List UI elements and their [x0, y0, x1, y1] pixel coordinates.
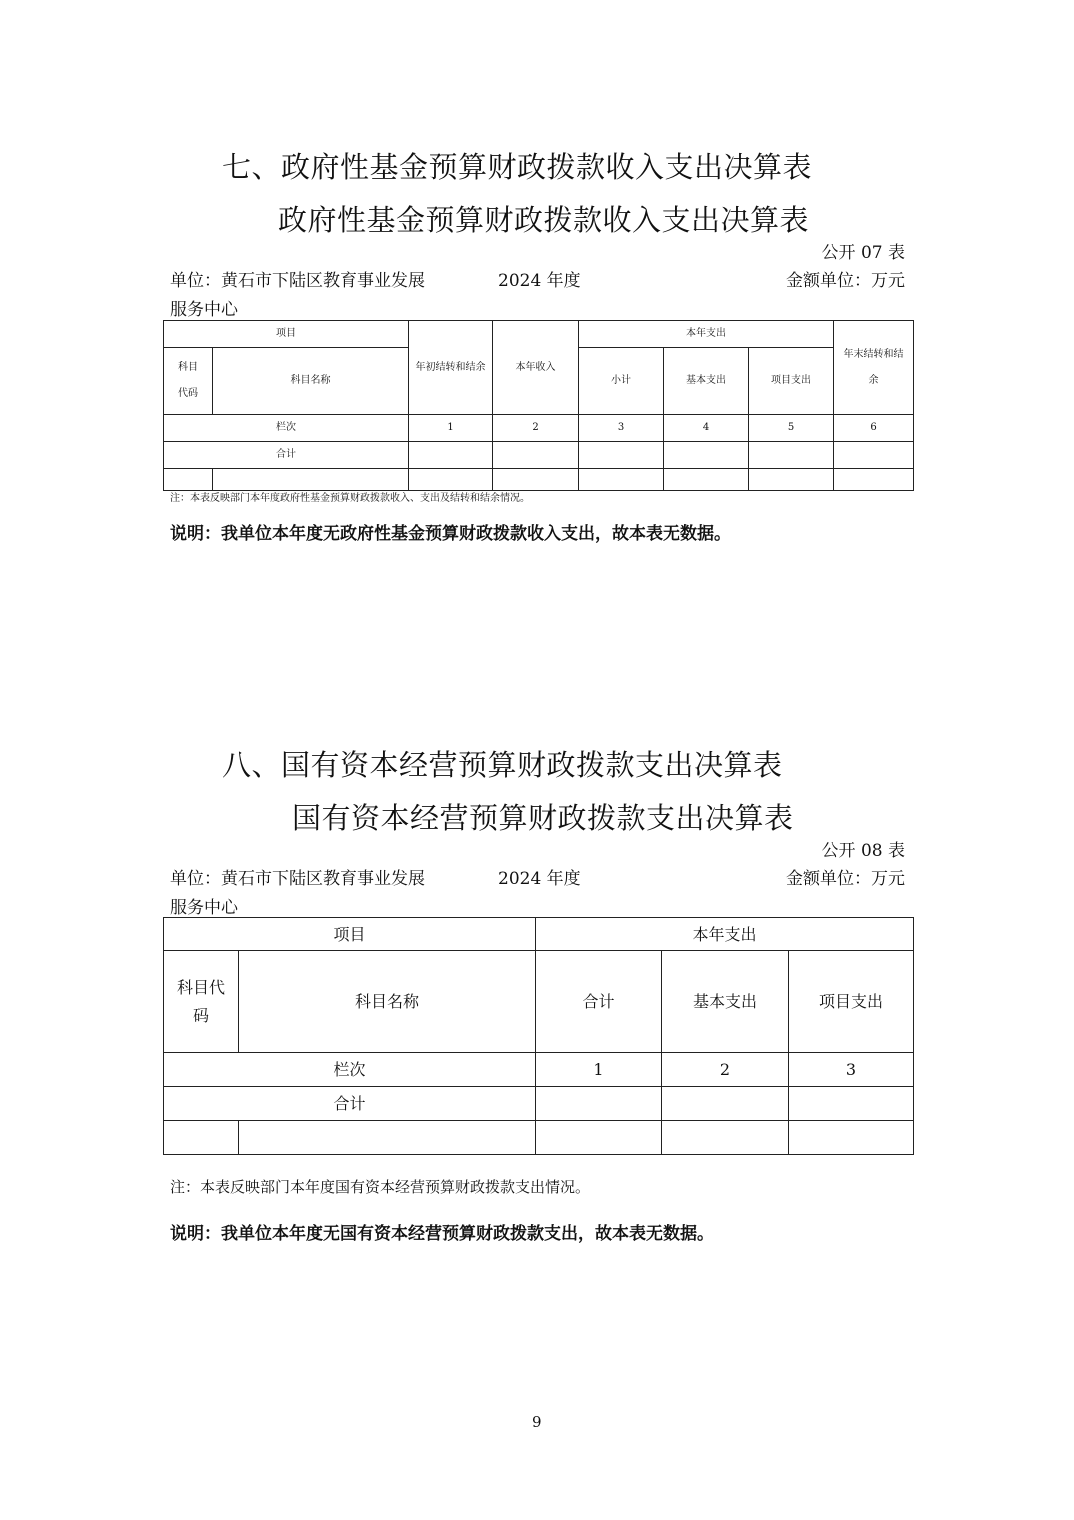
s7-empty-cell	[664, 469, 749, 491]
section8-year: 2024 年度	[498, 869, 581, 889]
s8-name-header: 科目名称	[239, 951, 536, 1053]
section7-heading: 七、政府性基金预算财政拨款收入支出决算表	[222, 150, 813, 184]
section8-title: 国有资本经营预算财政拨款支出决算表	[292, 801, 794, 835]
section7-explanation: 说明：我单位本年度无政府性基金预算财政拨款收入支出，故本表无数据。	[170, 524, 731, 544]
section8-unit-cont: 服务中心	[170, 898, 238, 918]
section7-table-no: 公开 07 表	[821, 243, 905, 263]
s8-total-cell	[662, 1087, 789, 1121]
s8-empty-cell	[662, 1121, 789, 1155]
s7-empty-cell	[213, 469, 409, 491]
s7-col-num: 4	[664, 415, 749, 442]
s8-expenditure-header: 本年支出	[536, 918, 914, 951]
s8-col-num: 2	[662, 1053, 789, 1087]
section7-table	[163, 320, 914, 491]
s8-empty-cell	[239, 1121, 536, 1155]
s7-name-header: 科目名称	[213, 348, 409, 415]
s7-subtotal-header: 小计	[579, 348, 664, 415]
section8-table	[163, 917, 914, 1155]
section7-amount-unit: 金额单位：万元	[786, 271, 905, 291]
section8-table-no: 公开 08 表	[821, 841, 905, 861]
s7-total-cell	[834, 442, 914, 469]
section8-note: 注：本表反映部门本年度国有资本经营预算财政拨款支出情况。	[170, 1178, 591, 1196]
section7-unit: 单位：黄石市下陆区教育事业发展	[170, 271, 425, 291]
s8-col-num: 3	[789, 1053, 914, 1087]
s7-closing-balance-header: 年末结转和结余	[834, 321, 914, 415]
s7-income-header: 本年收入	[493, 321, 579, 415]
s7-basic-header: 基本支出	[664, 348, 749, 415]
s8-col-num: 1	[536, 1053, 662, 1087]
s8-total-cell	[789, 1087, 914, 1121]
s7-total-cell	[579, 442, 664, 469]
section7-year: 2024 年度	[498, 271, 581, 291]
s7-total-label: 合计	[164, 442, 409, 469]
section8-explanation: 说明：我单位本年度无国有资本经营预算财政拨款支出，故本表无数据。	[170, 1224, 714, 1244]
s7-opening-balance-header: 年初结转和结余	[409, 321, 493, 415]
s8-empty-cell	[164, 1121, 239, 1155]
s7-total-cell	[409, 442, 493, 469]
s7-total-cell	[664, 442, 749, 469]
section8-amount-unit: 金额单位：万元	[786, 869, 905, 889]
s7-code-header: 科目代码	[164, 348, 213, 415]
s7-col-num: 3	[579, 415, 664, 442]
section7-note: 注：本表反映部门本年度政府性基金预算财政拨款收入、支出及结转和结余情况。	[170, 493, 530, 504]
s7-project-header: 项目支出	[749, 348, 834, 415]
s8-code-header: 科目代码	[164, 951, 239, 1053]
section8-unit: 单位：黄石市下陆区教育事业发展	[170, 869, 425, 889]
s8-empty-cell	[789, 1121, 914, 1155]
s7-col-num: 1	[409, 415, 493, 442]
s7-empty-cell	[164, 469, 213, 491]
s7-total-cell	[493, 442, 579, 469]
s7-empty-cell	[409, 469, 493, 491]
s8-total-label: 合计	[164, 1087, 536, 1121]
section7-unit-cont: 服务中心	[170, 300, 238, 320]
section7-title: 政府性基金预算财政拨款收入支出决算表	[278, 203, 810, 237]
s7-total-cell	[749, 442, 834, 469]
s8-row-label: 栏次	[164, 1053, 536, 1087]
s8-total-header: 合计	[536, 951, 662, 1053]
s8-project-header: 项目支出	[789, 951, 914, 1053]
s7-empty-cell	[749, 469, 834, 491]
s8-item-header: 项目	[164, 918, 536, 951]
s8-basic-header: 基本支出	[662, 951, 789, 1053]
s7-col-num: 6	[834, 415, 914, 442]
s7-row-label: 栏次	[164, 415, 409, 442]
s7-col-num: 5	[749, 415, 834, 442]
s7-item-header: 项目	[164, 321, 409, 348]
s7-expenditure-header: 本年支出	[579, 321, 834, 348]
s7-empty-cell	[493, 469, 579, 491]
s7-empty-cell	[834, 469, 914, 491]
s7-empty-cell	[579, 469, 664, 491]
s8-empty-cell	[536, 1121, 662, 1155]
section8-heading: 八、国有资本经营预算财政拨款支出决算表	[222, 748, 783, 782]
s7-col-num: 2	[493, 415, 579, 442]
s8-total-cell	[536, 1087, 662, 1121]
page-number: 9	[532, 1413, 542, 1431]
